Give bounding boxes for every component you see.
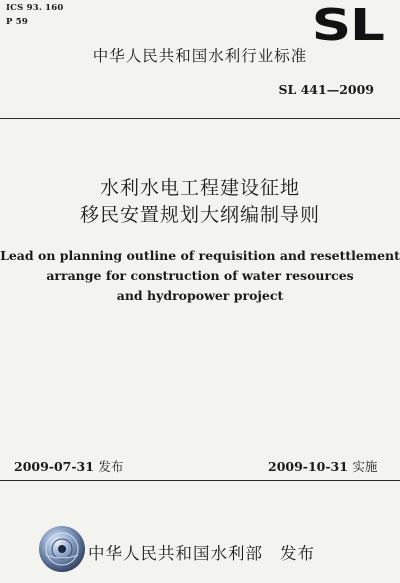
en-title	[0, 246, 400, 306]
en-title-line3: and hydropower project	[116, 288, 284, 303]
cn-title-line2: 移民安置规划大纲编制导则	[79, 204, 320, 226]
issue-label: 发布	[98, 459, 124, 474]
standard-type: 中华人民共和国水利行业标准	[92, 47, 308, 65]
issue-date: 2009-07-31	[14, 459, 94, 474]
ics-code: ICS 93. 160	[6, 3, 64, 13]
effective-date: 2009-10-31	[268, 459, 348, 474]
effective-date-block	[268, 457, 377, 475]
ministry-emblem-icon	[38, 525, 86, 573]
publisher-name: 中华人民共和国水利部	[88, 544, 263, 563]
en-title-line2: arrange for construction of water resources	[46, 268, 354, 283]
sl-logo: SL	[311, 0, 384, 51]
en-title-line1: Lead on planning outline of requisition and resettlement	[0, 248, 400, 263]
class-code: P 59	[6, 17, 28, 27]
bottom-divider	[0, 480, 400, 481]
publisher-action: 发布	[280, 544, 315, 563]
top-divider	[0, 118, 400, 119]
standard-code: SL 441—2009	[278, 82, 374, 97]
issue-date-block	[14, 457, 123, 475]
effective-label: 实施	[352, 459, 378, 474]
cn-title-line1: 水利水电工程建设征地	[99, 177, 300, 199]
